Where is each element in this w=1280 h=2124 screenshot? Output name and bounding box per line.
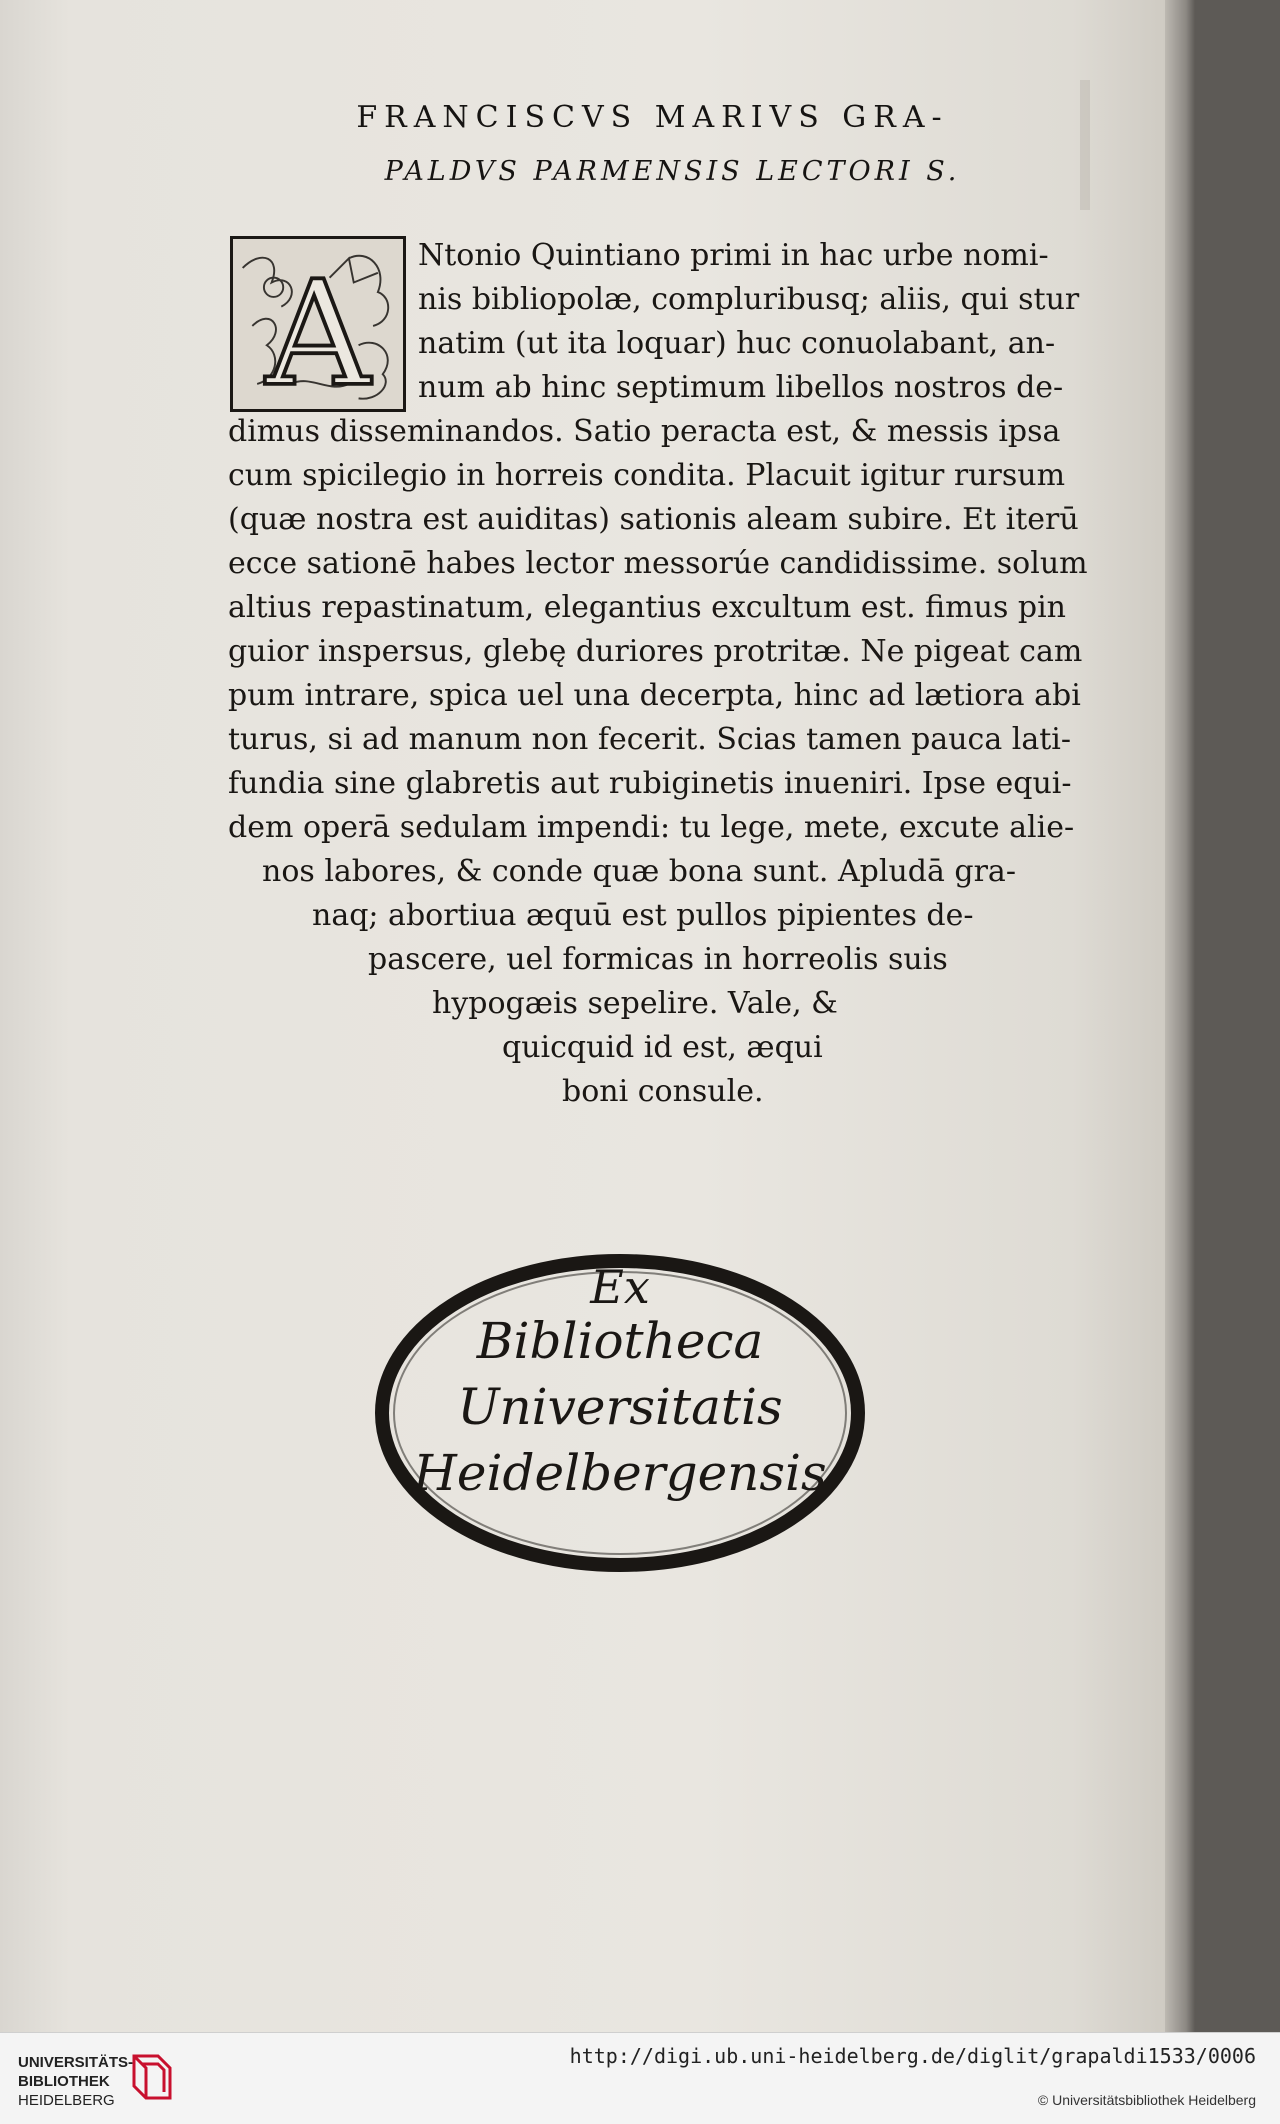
- body-line: guior inspersus, glebę duriores protritæ. Ne pigeat cam: [228, 634, 1083, 669]
- heading-line-2: PALDVS PARMENSIS LECTORI S.: [384, 156, 961, 187]
- page-edge: [1165, 0, 1195, 2032]
- body-line: ecce sationē habes lector messorúe candidissime. solum: [228, 546, 1088, 581]
- body-line: fundia sine glabretis aut rubiginetis inueniri. Ipse equi-: [228, 766, 1072, 801]
- body-line: altius repastinatum, elegantius excultum est. fimus pin: [228, 590, 1066, 625]
- stamp-line: Heidelbergensis: [413, 1444, 827, 1502]
- initial-letter: A: [265, 250, 371, 409]
- library-stamp: [370, 1248, 870, 1578]
- body-line: nis bibliopolæ, compluribusq; aliis, qui stur: [418, 282, 1080, 317]
- logo-text-line-2: BIBLIOTHEK: [18, 2073, 110, 2090]
- body-line: pum intrare, spica uel una decerpta, hinc ad lætiora abi: [228, 678, 1081, 713]
- body-line: natim (ut ita loquar) huc conuolabant, an-: [418, 326, 1056, 361]
- body-line: dem operā sedulam impendi: tu lege, mete, excute alie-: [228, 810, 1075, 845]
- heading-line-1: FRANCISCVS MARIVS GRA-: [356, 100, 949, 135]
- logo-text-line-1: UNIVERSITÄTS-: [18, 2054, 134, 2071]
- body-line: quicquid id est, æqui: [502, 1030, 823, 1065]
- page-url-link[interactable]: http://digi.ub.uni-heidelberg.de/diglit/grapaldi1533/0006: [569, 2044, 1256, 2068]
- body-line: naq; abortiua æquū est pullos pipientes de-: [312, 898, 974, 933]
- stamp-line: Universitatis: [457, 1378, 783, 1436]
- body-line: nos labores, & conde quæ bona sunt. Apludā gra-: [262, 854, 1016, 889]
- body-line: hypogæis sepelire. Vale, &: [432, 986, 838, 1021]
- copyright-text: © Universitätsbibliothek Heidelberg: [1037, 2092, 1256, 2108]
- decorated-initial: [230, 236, 406, 412]
- body-line: dimus disseminandos. Satio peracta est, & messis ipsa: [228, 414, 1061, 449]
- body-line: pascere, uel formicas in horreolis suis: [368, 942, 948, 977]
- body-line: (quæ nostra est auiditas) sationis aleam subire. Et iterū: [228, 502, 1079, 537]
- logo-text-line-3: HEIDELBERG: [18, 2092, 115, 2109]
- body-line: turus, si ad manum non fecerit. Scias tamen pauca lati-: [228, 722, 1072, 757]
- library-logo-icon: [128, 2048, 176, 2104]
- body-line: boni consule.: [562, 1074, 764, 1109]
- body-line: Ntonio Quintiano primi in hac urbe nomi-: [418, 238, 1049, 273]
- body-line: cum spicilegio in horreis condita. Placuit igitur rursum: [228, 458, 1066, 493]
- body-line: num ab hinc septimum libellos nostros de-: [418, 370, 1064, 405]
- stamp-line: Bibliotheca: [476, 1312, 764, 1370]
- decorated-initial-art: [233, 239, 403, 409]
- stamp-line: Ex: [590, 1260, 650, 1314]
